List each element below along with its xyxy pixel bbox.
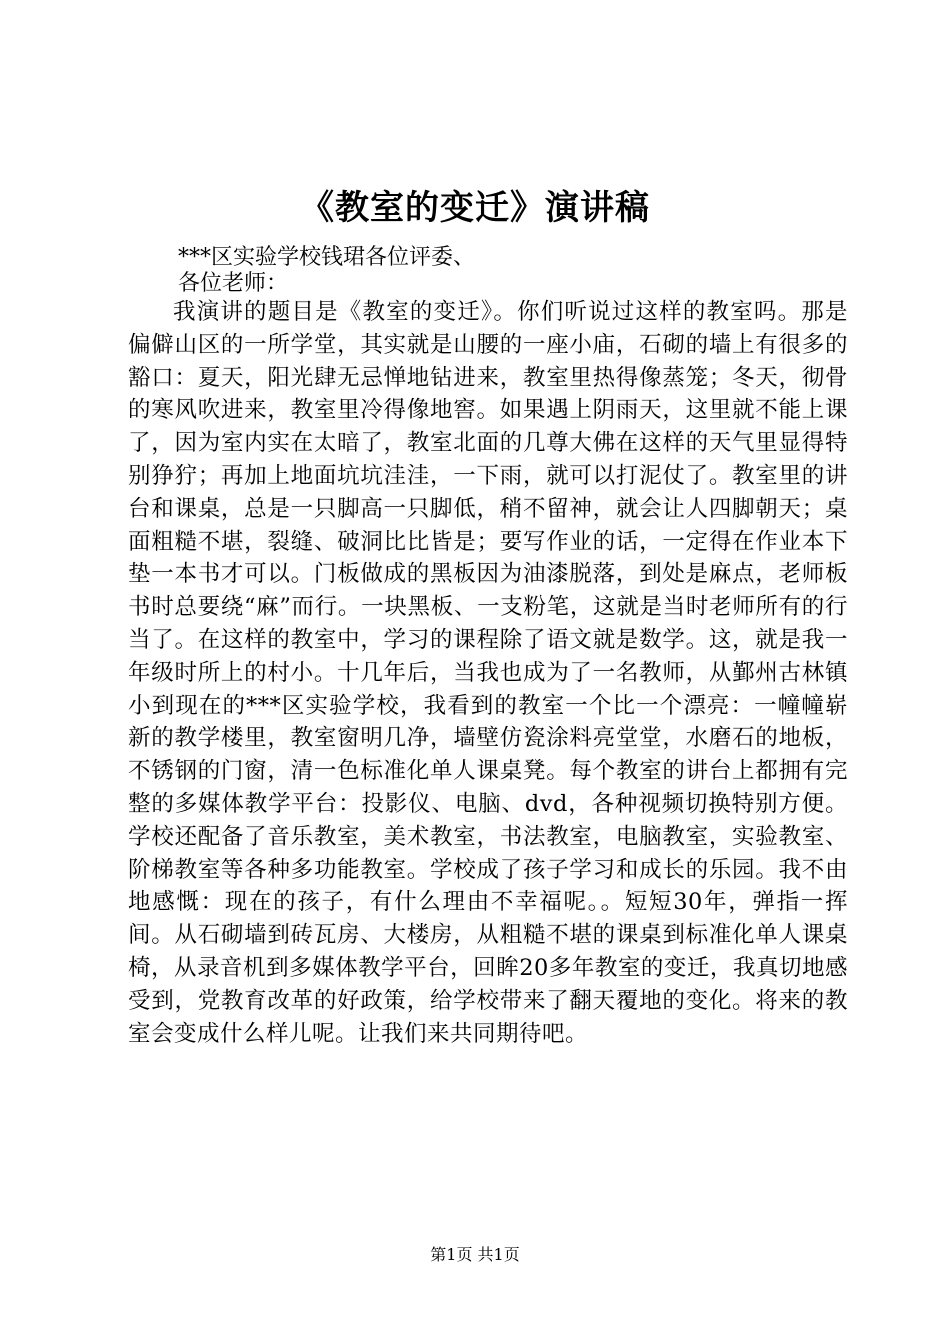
salutation-line-1: ***区实验学校钱珺各位评委、 <box>178 245 476 270</box>
document-title: 《教室的变迁》演讲稿 <box>300 188 650 228</box>
salutation-line-2: 各位老师： <box>178 271 289 296</box>
page-footer: 第1页 共1页 <box>430 1245 520 1264</box>
speech-body-paragraph: 我演讲的题目是《教室的变迁》。你们听说过这样的教室吗。那是偏僻山区的一所学堂，其实就是山腰的一座小庙，石砌的墙上有很多的豁口：夏天，阳光肆无忌惮地钻进来，教室里热得像蒸笼；冬天，彻骨的寒风吹进来，教室里冷得像地窖。如果遇上阴雨天，这里就不能上课了，因为室内实在太暗了，教室北面的几尊大佛在这样的天气里显得特别狰狞；再加上地面坑坑洼洼，一下雨，就可以打泥仗了。教室里的讲台和课桌，总是一只脚高一只脚低，稍不留神，就会让人四脚朝天；桌面粗糙不堪，裂缝、破洞比比皆是；要写作业的话，一定得在作业本下垫一本书才可以。门板做成的黑板因为油漆脱落，到处是麻点，老师板书时总要绕“麻”而行。一块黑板、一支粉笔，这就是当时老师所有的行当了。在这样的教室中，学习的课程除了语文就是数学。这，就是我一年级时所上的村小。十几年后，当我也成为了一名教师，从鄞州古林镇小到现在的***区实验学校，我看到的教室一个比一个漂亮：一幢幢崭新的教学楼里，教室窗明几净，墙壁仿瓷涂料亮堂堂，水磨石的地板，不锈钢的门窗，清一色标准化单人课桌凳。每个教室的讲台上都拥有完整的多媒体教学平台：投影仪、电脑、dvd，各种视频切换特别方便。学校还配备了音乐教室，美术教室，书法教室，电脑教室，实验教室、阶梯教室等各种多功能教室。学校成了孩子学习和成长的乐园。我不由地感慨：现在的孩子，有什么理由不幸福呢。。短短30年，弹指一挥间。从石砌墙到砖瓦房、大楼房，从粗糙不堪的课桌到标准化单人课桌椅，从录音机到多媒体教学平台，回眸20多年教室的变迁，我真切地感受到，党教育改革的好政策，给学校带来了翻天覆地的变化。将来的教室会变成什么样儿呢。让我们来共同期待吧。 <box>128 299 848 1047</box>
